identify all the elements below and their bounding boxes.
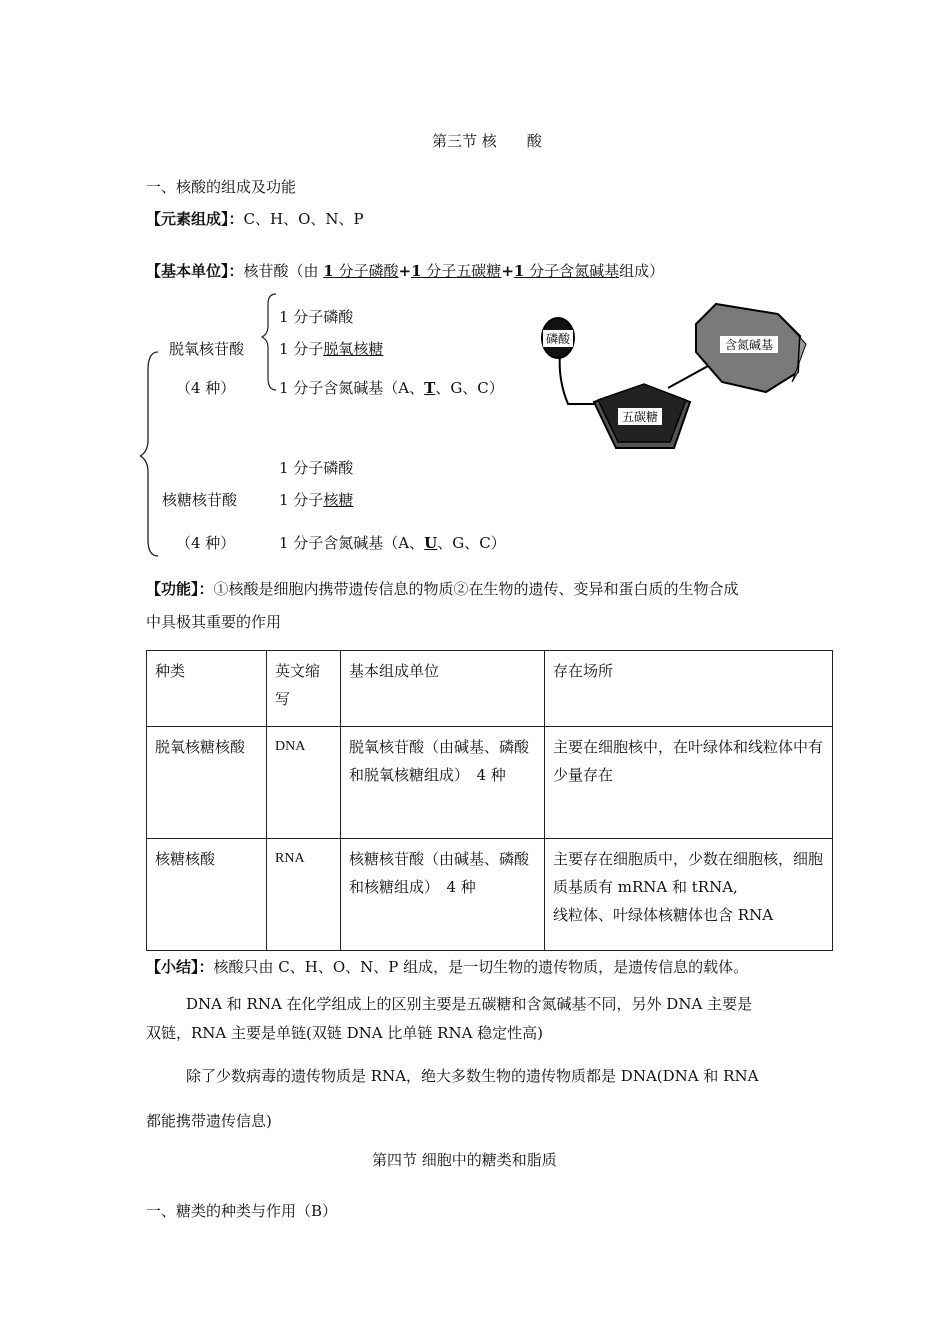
- unit-plus2: +: [501, 262, 514, 280]
- brace-diagram: [140, 290, 280, 560]
- ribo-name: 核糖核苷酸: [162, 491, 238, 509]
- unit-n3: 1: [513, 262, 525, 280]
- unit-label: 【基本单位】：: [146, 262, 244, 280]
- unit-part2: 分子五碳糖: [421, 262, 502, 280]
- ribo-c2-pre: 1 分子: [279, 491, 324, 509]
- deoxy-c3: [279, 377, 504, 398]
- summary-label: 【小结】：: [146, 958, 214, 976]
- nucleotide-diagram: [530, 296, 820, 466]
- elements-label: 【元素组成】：: [146, 210, 244, 228]
- deoxy-c2: [279, 338, 383, 359]
- deoxy-c3-pre: 1 分子含氮碱基（A、: [279, 379, 425, 397]
- ribo-c3-post: 、G、C）: [437, 534, 506, 552]
- deoxy-c3-post: 、G、C）: [435, 379, 504, 397]
- elements-line: [146, 208, 364, 229]
- section4-heading: 一、糖类的种类与作用（B）: [146, 1202, 338, 1220]
- deoxy-c2-pre: 1 分子: [279, 340, 324, 358]
- summary-p3-line2: 都能携带遗传信息): [146, 1112, 272, 1130]
- summary-p3-line1: 除了少数病毒的遗传物质是 RNA，绝大多数生物的遗传物质都是 DNA(DNA 和 RNA: [186, 1067, 759, 1085]
- summary-line: [146, 956, 748, 977]
- unit-part1: 分子磷酸: [333, 262, 399, 280]
- deoxy-count: （4 种）: [176, 379, 236, 397]
- table-header: 种类: [147, 651, 267, 727]
- inner-brace: [262, 294, 276, 390]
- table-header: 基本组成单位: [341, 651, 545, 727]
- ribo-c1: 1 分子磷酸: [279, 459, 354, 477]
- section-title: 第三节 核 酸: [432, 132, 542, 150]
- phosphate-label: 磷酸: [545, 332, 571, 346]
- table-cell: 核糖核苷酸（由碱基、磷酸和核糖组成） 4 种: [341, 839, 545, 951]
- nucleic-acid-table: [146, 650, 833, 951]
- function-label: 【功能】：: [146, 580, 214, 598]
- table-row: [147, 727, 833, 839]
- ribo-c2-sugar: 核糖: [323, 491, 354, 509]
- base-label: 含氮碱基: [724, 338, 774, 352]
- table-cell: 主要在细胞核中，在叶绿体和线粒体中有少量存在: [545, 727, 833, 839]
- heading-composition: 一、核酸的组成及功能: [146, 178, 297, 196]
- unit-plus1: +: [398, 262, 412, 280]
- deoxy-c1: 1 分子磷酸: [279, 308, 354, 326]
- summary-text: 核酸只由 C、H、O、N、P 组成，是一切生物的遗传物质，是遗传信息的载体。: [213, 958, 749, 976]
- deoxy-c2-sugar: 脱氧核糖: [323, 340, 384, 358]
- unit-prefix: 核苷酸（由: [243, 262, 324, 280]
- table-cell-text: 主要存在细胞质中，少数在细胞核，细胞质基质有 mRNA 和 tRNA,: [553, 850, 824, 896]
- section4-title: 第四节 细胞中的糖类和脂质: [372, 1151, 557, 1169]
- ribo-count: （4 种）: [176, 534, 236, 552]
- ribo-c2: [279, 489, 353, 510]
- table-header: 英文缩写: [267, 651, 341, 727]
- unit-n1: 1: [323, 262, 334, 280]
- table-cell: DNA: [267, 727, 341, 839]
- ribo-c3: [279, 532, 506, 553]
- table-cell: 脱氧核苷酸（由碱基、磷酸和脱氧核糖组成） 4 种: [341, 727, 545, 839]
- ribo-c3-base: U: [424, 534, 438, 552]
- basic-unit-line: [146, 260, 664, 281]
- deoxy-name: 脱氧核苷酸: [169, 340, 245, 358]
- summary-p2-line1: DNA 和 RNA 在化学组成上的区别主要是五碳糖和含氮碱基不同，另外 DNA 主要是: [186, 995, 753, 1013]
- table-cell-location: [545, 839, 833, 951]
- table-header-row: [147, 651, 833, 727]
- function-line2: 中具极其重要的作用: [146, 613, 282, 631]
- table-row: [147, 839, 833, 951]
- table-cell: 核糖核酸: [147, 839, 267, 951]
- phosphate-sugar-bond: [560, 354, 594, 404]
- unit-n2: 1: [411, 262, 422, 280]
- function-text1: ①核酸是细胞内携带遗传信息的物质②在生物的遗传、变异和蛋白质的生物合成: [213, 580, 739, 598]
- unit-part3: 分子含氮碱基: [524, 262, 620, 280]
- table-header: 存在场所: [545, 651, 833, 727]
- deoxy-c3-base: T: [424, 379, 436, 397]
- sugar-label: 五碳糖: [621, 410, 659, 424]
- outer-brace: [140, 352, 158, 556]
- elements-value: C、H、O、N、P: [243, 210, 364, 228]
- table-cell: 脱氧核糖核酸: [147, 727, 267, 839]
- summary-p2-line2: 双链，RNA 主要是单链(双链 DNA 比单链 RNA 稳定性高): [146, 1024, 544, 1042]
- table-cell: RNA: [267, 839, 341, 951]
- function-line1: [146, 578, 739, 599]
- ribo-c3-pre: 1 分子含氮碱基（A、: [279, 534, 425, 552]
- unit-suffix: 组成）: [619, 262, 665, 280]
- table-cell-extra: 线粒体、叶绿体核糖体也含 RNA: [553, 906, 774, 924]
